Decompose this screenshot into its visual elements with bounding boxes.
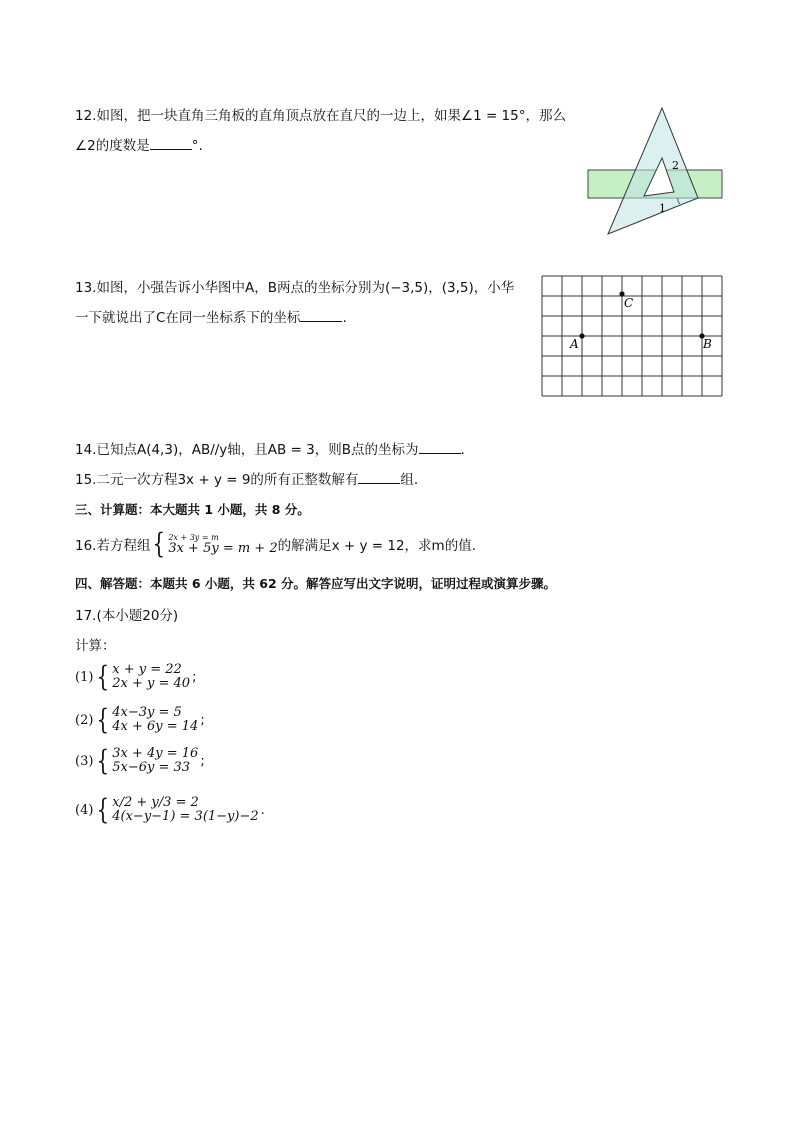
equation-top: 3x + 4y = 16	[112, 746, 199, 761]
equation-bottom: 2x + y = 40	[112, 676, 191, 691]
q14-text: 14.已知点A(4,3)，AB//y轴，且AB = 3，则B点的坐标为	[75, 442, 419, 458]
point-B-label: B	[703, 337, 712, 351]
q17-part-2	[75, 703, 205, 736]
point-A-dot	[579, 333, 584, 338]
q16-eq-bottom: 3x + 5y = m + 2	[168, 540, 278, 556]
q13-line1: 13.如图，小强告诉小华图中A，B两点的坐标分别为(−3,5)，(3,5)，小华	[75, 280, 515, 296]
q15-line	[75, 468, 418, 488]
equation-top: 4x−3y = 5	[112, 705, 182, 720]
q17-title: 17.(本小题20分)	[75, 608, 179, 624]
section-4-heading: 四、解答题：本题共 6 小题，共 62 分。解答应写出文字说明，证明过程或演算步骤。	[75, 576, 557, 591]
q16-eq-top: 2x + 3y = m	[168, 532, 219, 542]
part-label: (4)	[75, 802, 94, 818]
q17-part-4	[75, 793, 265, 826]
q13-line2	[75, 306, 347, 326]
q13-line2-post: .	[342, 310, 347, 326]
grid-lines	[542, 276, 722, 396]
part-end: ;	[192, 669, 197, 685]
q12-line1: 12.如图，把一块直角三角板的直角顶点放在直尺的一边上，如果∠1 = 15°，那么	[75, 108, 566, 124]
answer-blank	[419, 441, 461, 454]
part-label: (1)	[75, 669, 94, 685]
equation-system	[112, 663, 190, 691]
brace-glyph: {	[153, 527, 166, 560]
q17-part-3	[75, 744, 205, 777]
q16-system	[168, 533, 277, 556]
answer-blank	[358, 471, 400, 484]
q13-line2-pre: 一下就说出了C在同一坐标系下的坐标	[75, 310, 301, 326]
equation-top: x/2 + y/3 = 2	[112, 795, 199, 810]
q12-line2-post: °.	[191, 138, 203, 154]
q12-figure	[578, 100, 728, 240]
answer-blank	[300, 309, 342, 322]
brace-glyph: {	[97, 793, 110, 826]
angle-label-1: 1	[659, 202, 666, 215]
q16-post: 的解满足x + y = 12，求m的值.	[277, 538, 476, 554]
q14-line	[75, 438, 465, 458]
equation-system	[112, 706, 198, 734]
equation-bottom: 5x−6y = 33	[112, 760, 191, 775]
section-3-heading: 三、计算题：本大题共 1 小题，共 8 分。	[75, 502, 310, 517]
q12-line2-pre: ∠2的度数是	[75, 138, 150, 154]
q14-end: .	[460, 442, 465, 458]
q17-intro: 计算：	[75, 638, 116, 654]
brace-glyph: {	[97, 660, 110, 693]
q12-line2	[75, 134, 203, 154]
brace-glyph: {	[97, 744, 110, 777]
equation-system	[112, 747, 198, 775]
q15-text: 15.二元一次方程3x + y = 9的所有正整数解有	[75, 472, 359, 488]
equation-bottom: 4x + 6y = 14	[112, 719, 199, 734]
part-end: .	[260, 802, 265, 818]
point-C-label: C	[624, 296, 634, 310]
part-label: (3)	[75, 753, 94, 769]
equation-bottom: 4(x−y−1) = 3(1−y)−2	[112, 809, 259, 824]
q17-part-1	[75, 660, 197, 693]
q16-line	[75, 527, 476, 560]
q15-end: 组.	[400, 472, 419, 488]
angle-label-2: 2	[672, 159, 679, 172]
q16-pre: 16.若方程组	[75, 538, 151, 554]
part-end: ;	[200, 753, 205, 769]
q13-grid-figure	[540, 272, 726, 402]
part-end: ;	[200, 712, 205, 728]
point-A-label: A	[570, 337, 579, 351]
answer-blank	[150, 137, 192, 150]
equation-system	[112, 796, 258, 824]
equation-top: x + y = 22	[112, 662, 182, 677]
part-label: (2)	[75, 712, 94, 728]
brace-glyph: {	[97, 703, 110, 736]
